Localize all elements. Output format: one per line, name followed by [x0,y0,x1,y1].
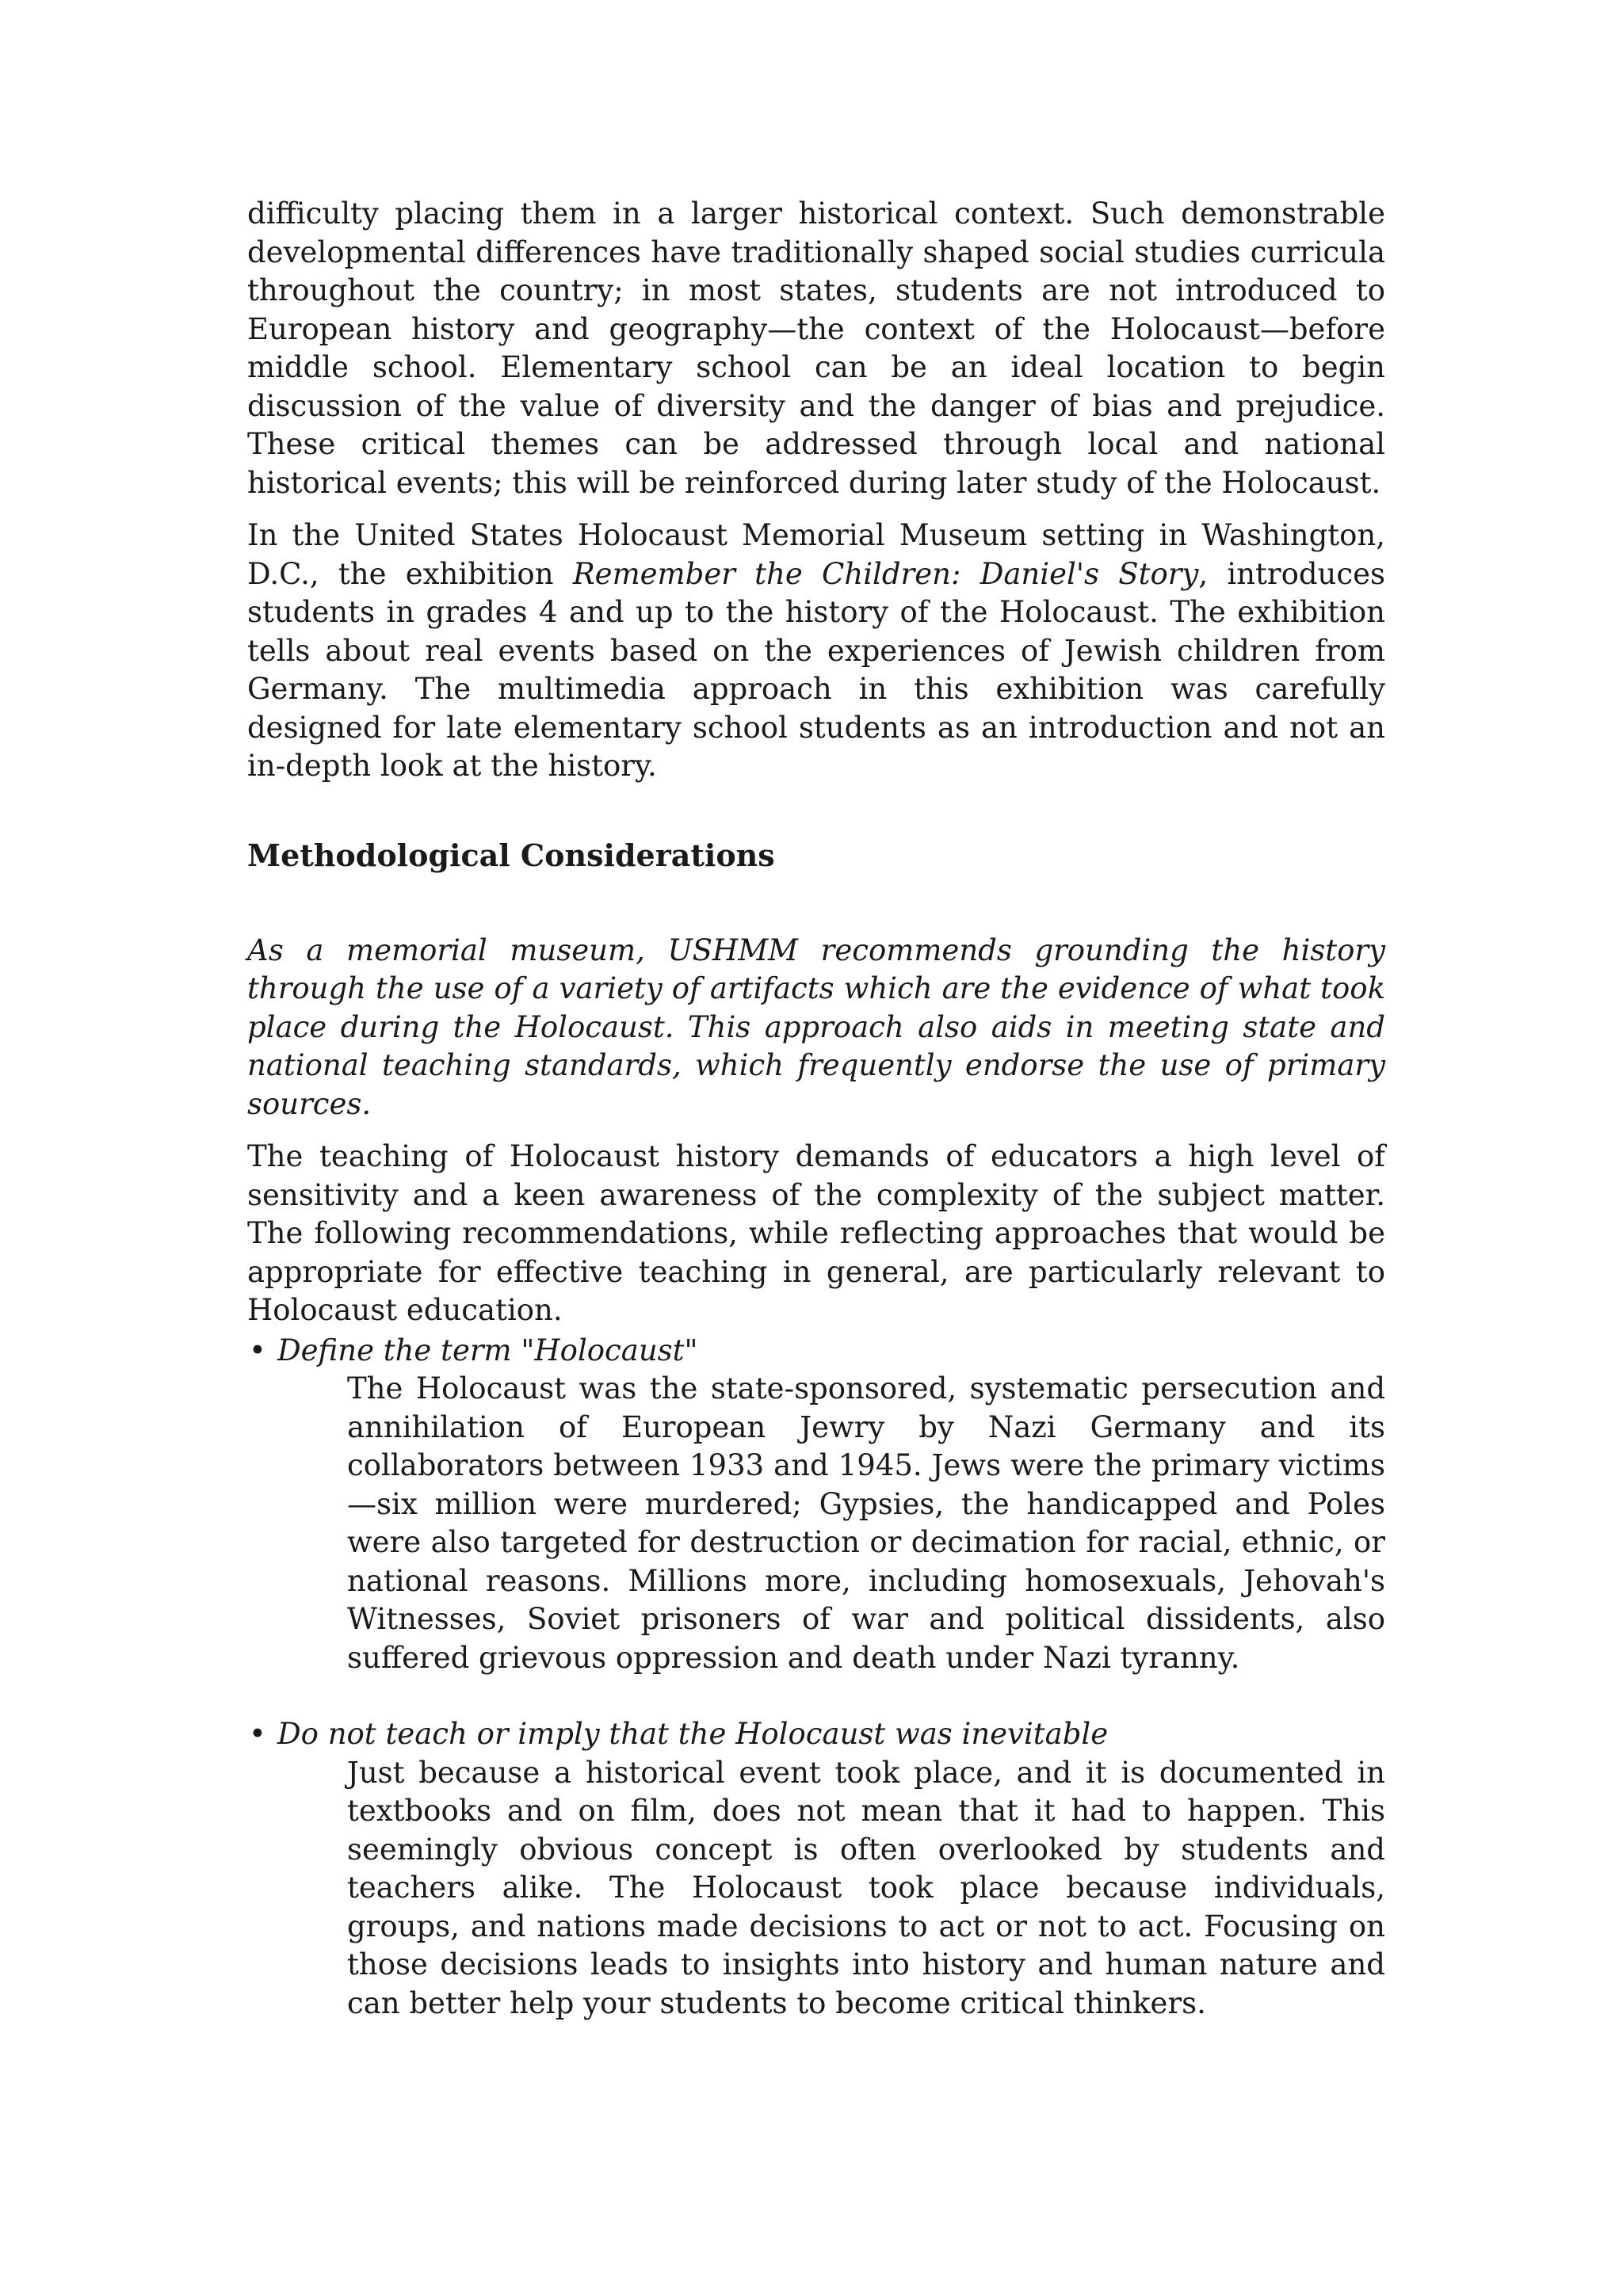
list-item-title-row [247,1332,1385,1371]
document-page [247,195,1385,2023]
paragraph-teaching-sensitivity: The teaching of Holocaust history demands of educators a high level of sensitivity and a keen awareness of the complexity of the subject matter. The following recommendations, while reflecting approaches that would be appropriate for effective teaching in general, are particularly relevant to Holocaust education. [247,1139,1385,1327]
list-item-body: Just because a historical event took place, and it is documented in textbooks and on film, does not mean that it had to happen. This seemingly obvious concept is often overlooked by students and teachers alike. The Holocaust took place because individuals, groups, and nations made decisions to act or not to act. Focusing on those decisions leads to insights into history and human nature and can better help your students to become critical thinkers. [347,1755,1385,2020]
paragraph-text: In the United States Holocaust Memorial Museum setting in Washington, D.C., the exhibition [247,518,1385,591]
paragraph-museum-exhibition [247,517,1385,786]
exhibition-title: Remember the Children: Daniel's Story [572,556,1199,591]
list-item [247,1715,1385,2023]
paragraph-text: , introduces students in grades 4 and up to the history of the Holocaust. The exhibition tells about real events based on the experiences of Jewish children from Germany. The multimedia approach in this exhibition was carefully designed for late elementary school students as an introduction and not an in-depth look at the history. [247,556,1385,783]
list-item [247,1332,1385,1678]
list-item-body: The Holocaust was the state-sponsored, systematic persecution and annihilation of European Jewry by Nazi Germany and its collaborators between 1933 and 1945. Jews were the primary victims—six million were murdered; Gypsies, the handicapped and Poles were also targeted for destruction or decimation for racial, ethnic, or national reasons. Millions more, including homosexuals, Jehovah's Witnesses, Soviet prisoners of war and political dissidents, also suffered grievous oppression and death under Nazi tyranny. [347,1371,1385,1675]
bullet-icon: • [249,1717,266,1751]
list-item-title-row [247,1715,1385,1754]
paragraph-memorial-museum-italic: As a memorial museum, USHMM recommends grounding the history through the use of a variety of artifacts which are the evidence of what took place during the Holocaust. This approach also aids in meeting state and national teaching standards, which frequently endorse the use of primary sources. [247,933,1385,1121]
list-item-title: Do not teach or imply that the Holocaust was inevitable [277,1717,1109,1751]
recommendations-list [247,1332,1385,2023]
section-heading: Methodological Considerations [247,837,775,873]
list-item-title: Define the term "Holocaust" [277,1333,698,1367]
bullet-icon: • [249,1333,266,1367]
paragraph-developmental-context: difficulty placing them in a larger historical context. Such demonstrable developmental differences have traditionally shaped social studies curricula throughout the country; in most states, students are not introduced to European history and geography—the context of the Holocaust—before middle school. Elementary school can be an ideal location to begin discussion of the value of diversity and the danger of bias and prejudice. These critical themes can be addressed through local and national historical events; this will be reinforced during later study of the Holocaust. [247,196,1385,500]
